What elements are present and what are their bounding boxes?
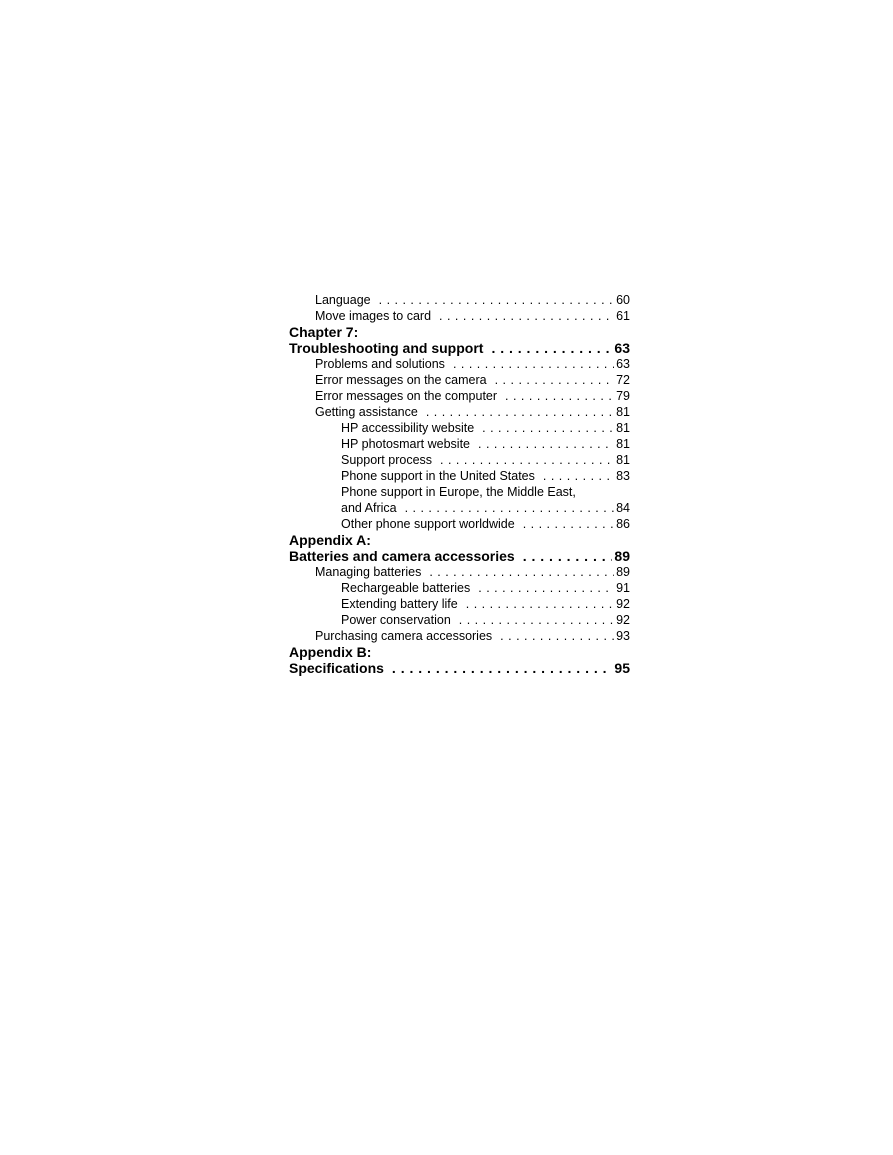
dot-leader [487,372,614,388]
toc-entry-power-conservation[interactable] [289,612,630,628]
toc-entry-title: Other phone support worldwide [341,517,515,531]
dot-leader [497,388,614,404]
toc-entry-error-camera[interactable] [289,372,630,388]
toc-entry-title: Language [315,293,371,307]
dot-leader [451,612,614,628]
dot-leader [384,660,613,676]
toc-page-number: 91 [616,581,630,595]
toc-page-number: 93 [616,629,630,643]
toc-appendix-specifications[interactable] [289,660,630,676]
toc-page-number: 89 [614,548,630,564]
toc-chapter-title: Specifications [289,660,384,676]
toc-entry-title: HP photosmart website [341,437,470,451]
toc-entry-problems[interactable] [289,356,630,372]
toc-entry-move-images[interactable] [289,308,630,324]
toc-page-number: 81 [616,421,630,435]
dot-leader [515,516,614,532]
dot-leader [418,404,614,420]
toc-entry-title: Support process [341,453,433,467]
dot-leader [458,596,614,612]
toc-entry-title: Power conservation [341,613,451,627]
toc-chapter-title: Batteries and camera accessories [289,548,515,564]
dot-leader [470,580,614,596]
toc-page-number: 81 [616,453,630,467]
toc-entry-title: Phone support in the United States [341,469,535,483]
toc-entry-managing-batteries[interactable] [289,564,630,580]
toc-entry-title: Managing batteries [315,565,422,579]
dot-leader [371,292,614,308]
dot-leader [445,356,614,372]
dot-leader [421,564,614,580]
toc-page-number: 63 [616,357,630,371]
toc-page-number: 63 [614,340,630,356]
toc-entry-title: Error messages on the camera [315,373,487,387]
toc-appendix-batteries[interactable] [289,548,630,564]
toc-entry-phone-us[interactable] [289,468,630,484]
toc-chapter-title: Troubleshooting and support [289,340,484,356]
toc-page-number: 61 [616,309,630,323]
toc-entry-support-process[interactable] [289,452,630,468]
chapter-7-label: Chapter 7: [289,324,359,340]
toc-entry-title: Rechargeable batteries [341,581,471,595]
toc-entry-title: Purchasing camera accessories [315,629,493,643]
dot-leader [431,308,614,324]
toc-entry-hp-photosmart[interactable] [289,436,630,452]
toc-entry-title: Move images to card [315,309,432,323]
toc-page-number: 81 [616,437,630,451]
dot-leader [535,468,614,484]
dot-leader [474,420,614,436]
toc-entry-rechargeable[interactable] [289,580,630,596]
toc-entry-phone-europe-line1[interactable]: Phone support in Europe, the Middle East, [341,485,576,499]
dot-leader [483,340,612,356]
dot-leader [492,628,614,644]
toc-page-number: 95 [614,660,630,676]
appendix-a-label: Appendix A: [289,532,371,548]
dot-leader [470,436,614,452]
toc-entry-extending-battery[interactable] [289,596,630,612]
toc-entry-title: HP accessibility website [341,421,475,435]
toc-entry-language[interactable] [289,292,630,308]
table-of-contents [289,292,630,676]
toc-page-number: 83 [616,469,630,483]
toc-page-number: 89 [616,565,630,579]
appendix-b-label: Appendix B: [289,644,372,660]
toc-page-number: 86 [616,517,630,531]
toc-page-number: 60 [616,293,630,307]
toc-entry-purchasing-accessories[interactable] [289,628,630,644]
toc-page-number: 92 [616,597,630,611]
toc-page-number: 92 [616,613,630,627]
toc-entry-title: and Africa [341,501,397,515]
toc-entry-error-computer[interactable] [289,388,630,404]
dot-leader [397,500,615,516]
toc-entry-hp-accessibility[interactable] [289,420,630,436]
toc-page-number: 72 [616,373,630,387]
toc-entry-title: Getting assistance [315,405,418,419]
dot-leader [515,548,613,564]
toc-page-number: 81 [616,405,630,419]
toc-entry-phone-worldwide[interactable] [289,516,630,532]
toc-entry-title: Error messages on the computer [315,389,498,403]
toc-entry-title: Problems and solutions [315,357,445,371]
toc-entry-phone-europe[interactable] [289,500,630,516]
toc-page-number: 79 [616,389,630,403]
toc-entry-title: Extending battery life [341,597,458,611]
toc-entry-getting-assistance[interactable] [289,404,630,420]
dot-leader [432,452,614,468]
toc-page-number: 84 [616,501,630,515]
toc-chapter-troubleshooting[interactable] [289,340,630,356]
